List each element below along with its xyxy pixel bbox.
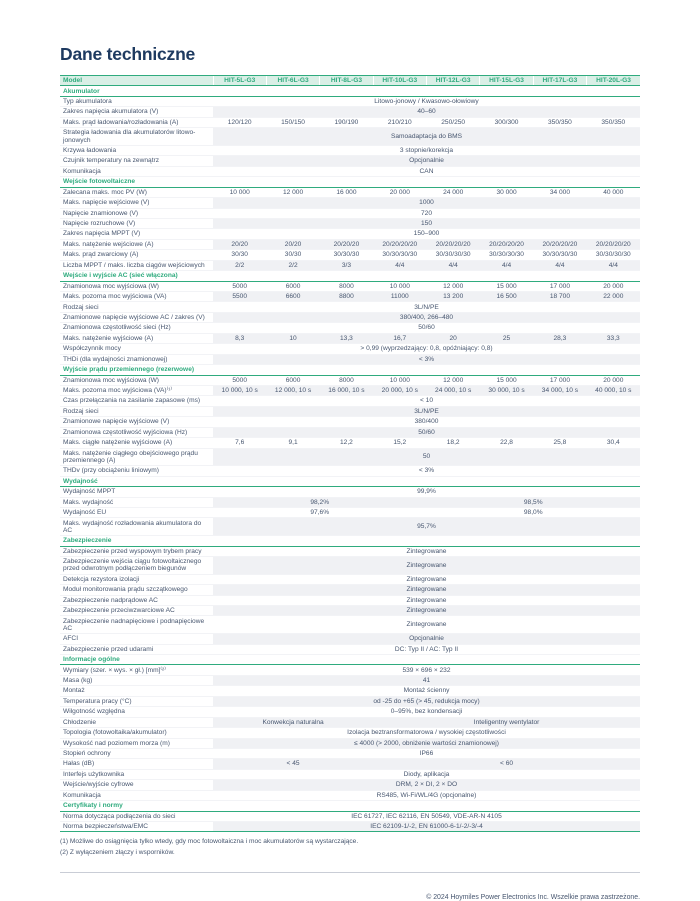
row-label: Komunikacja <box>60 166 213 176</box>
value-cell: IEC 61727, IEC 62116, EN 50549, VDE-AR-N 4105 <box>213 811 640 821</box>
value-cell: 300/300 <box>480 117 533 127</box>
value-cell: 3/3 <box>320 260 373 270</box>
value-cell: 50/60 <box>213 323 640 333</box>
spec-row <box>60 218 640 228</box>
spec-row <box>60 487 640 497</box>
row-label: Maks. natężenie wejściowe (A) <box>60 239 213 249</box>
value-cell: 20 000, 10 s <box>373 385 426 395</box>
value-cell: 12 000 <box>427 281 480 291</box>
value-cell: 98,5% <box>427 497 641 507</box>
value-cell: Diody, aplikacja <box>213 769 640 779</box>
spec-row <box>60 508 640 518</box>
value-cell: 350/350 <box>587 117 640 127</box>
row-label: Maks. wydajność rozładowania akumulatora do AC <box>60 518 213 536</box>
row-label: Temperatura pracy (°C) <box>60 696 213 706</box>
row-label: Norma dotycząca podłączenia do sieci <box>60 811 213 821</box>
section-header: Wyjście prądu przemiennego (rezerwowe) <box>60 365 640 375</box>
section-row <box>60 86 640 96</box>
value-cell: 250/250 <box>427 117 480 127</box>
value-cell: Zintegrowane <box>213 595 640 605</box>
value-cell: DRM, 2 × DI, 2 × DO <box>213 780 640 790</box>
section-row <box>60 655 640 665</box>
value-cell: 20/20 <box>266 239 319 249</box>
row-label: Znamionowe napięcie wyjściowe (V) <box>60 417 213 427</box>
value-cell: Litowo-jonowy / Kwasowo-ołowiowy <box>213 96 640 106</box>
value-cell: 10 000 <box>213 187 266 197</box>
value-cell: 13,3 <box>320 333 373 343</box>
row-label: Zabezpieczenie przed udarami <box>60 644 213 654</box>
row-label: THDi (dla wydajności znamionowej) <box>60 354 213 364</box>
value-cell: 16 000, 10 s <box>320 385 373 395</box>
spec-row <box>60 696 640 706</box>
value-cell: 7,6 <box>213 438 266 448</box>
spec-row <box>60 145 640 155</box>
value-cell: 20/20 <box>213 239 266 249</box>
spec-row <box>60 448 640 466</box>
spec-row <box>60 557 640 575</box>
model-header-cell: HIT-5L-G3 <box>213 76 266 86</box>
row-label: Detekcja rezystora izolacji <box>60 574 213 584</box>
spec-row <box>60 707 640 717</box>
section-header: Certyfikaty i normy <box>60 801 640 811</box>
value-cell: 30/30/30/30 <box>533 250 586 260</box>
value-cell: > 0,99 (wyprzedzający: 0,8, opóźniający: 0,8) <box>213 344 640 354</box>
spec-row <box>60 385 640 395</box>
spec-row <box>60 438 640 448</box>
value-cell: 30 000 <box>480 187 533 197</box>
spec-row <box>60 769 640 779</box>
value-cell: 20/20/20/20 <box>480 239 533 249</box>
row-label: Komunikacja <box>60 790 213 800</box>
value-cell: Zintegrowane <box>213 585 640 595</box>
value-cell: 34 000 <box>533 187 586 197</box>
value-cell: Zintegrowane <box>213 606 640 616</box>
value-cell: 10 000 <box>373 281 426 291</box>
footnotes <box>60 837 640 858</box>
row-label: Masa (kg) <box>60 675 213 685</box>
row-label: Hałas (dB) <box>60 759 213 769</box>
row-label: Zabezpieczenie nadnapięciowe i podnapięciowe AC <box>60 616 213 634</box>
spec-row <box>60 396 640 406</box>
value-cell: 20 <box>427 333 480 343</box>
value-cell: Inteligentny wentylator <box>373 717 640 727</box>
value-cell: od -25 do +65 (> 45, redukcja mocy) <box>213 696 640 706</box>
value-cell: 3 stopnie/korekcja <box>213 145 640 155</box>
value-cell: 28,3 <box>533 333 586 343</box>
value-cell: 33,3 <box>587 333 640 343</box>
value-cell: 50/60 <box>213 427 640 437</box>
row-label: Napięcie znamionowe (V) <box>60 208 213 218</box>
model-header-cell: HIT-20L-G3 <box>587 76 640 86</box>
value-cell: 98,0% <box>427 508 641 518</box>
value-cell: Zintegrowane <box>213 546 640 556</box>
row-label: Znamionowa moc wyjściowa (W) <box>60 281 213 291</box>
value-cell: RS485, Wi-Fi/WL/4G (opcjonalne) <box>213 790 640 800</box>
value-cell: 9,1 <box>266 438 319 448</box>
value-cell: IP66 <box>213 748 640 758</box>
value-cell: 20 000 <box>587 281 640 291</box>
spec-row <box>60 675 640 685</box>
value-cell: Opcjonalnie <box>213 156 640 166</box>
value-cell: 11000 <box>373 292 426 302</box>
value-cell: 25 <box>480 333 533 343</box>
row-label: Maks. wydajność <box>60 497 213 507</box>
row-label: Zalecana maks. moc PV (W) <box>60 187 213 197</box>
row-label: Wydajność EU <box>60 508 213 518</box>
model-header-cell: HIT-12L-G3 <box>427 76 480 86</box>
value-cell: 24 000, 10 s <box>427 385 480 395</box>
row-label: Typ akumulatora <box>60 96 213 106</box>
section-header: Wydajność <box>60 476 640 486</box>
value-cell: 16 000 <box>320 187 373 197</box>
value-cell: 8000 <box>320 375 373 385</box>
value-cell: 8000 <box>320 281 373 291</box>
value-cell: 2/2 <box>266 260 319 270</box>
value-cell: 8,3 <box>213 333 266 343</box>
row-label: Zakres napięcia MPPT (V) <box>60 229 213 239</box>
value-cell: 30/30/30 <box>320 250 373 260</box>
row-label: Wilgotność względna <box>60 707 213 717</box>
spec-row <box>60 717 640 727</box>
value-cell: 34 000, 10 s <box>533 385 586 395</box>
spec-row <box>60 780 640 790</box>
row-label: Wymiary (szer. × wys. × gł.) [mm]⁽²⁾ <box>60 665 213 675</box>
section-row <box>60 177 640 187</box>
row-label: Chłodzenie <box>60 717 213 727</box>
value-cell: 30/30/30/30 <box>587 250 640 260</box>
spec-row <box>60 634 640 644</box>
spec-row <box>60 312 640 322</box>
spec-row <box>60 595 640 605</box>
row-label: Rodzaj sieci <box>60 406 213 416</box>
row-label: Wydajność MPPT <box>60 487 213 497</box>
spec-row <box>60 686 640 696</box>
value-cell: 18 700 <box>533 292 586 302</box>
section-row <box>60 801 640 811</box>
value-cell: 4/4 <box>587 260 640 270</box>
value-cell: 5000 <box>213 375 266 385</box>
value-cell: 95,7% <box>213 518 640 536</box>
footer-divider <box>60 872 640 873</box>
value-cell: 20/20/20/20 <box>533 239 586 249</box>
model-header-cell: HIT-15L-G3 <box>480 76 533 86</box>
section-header: Informacje ogólne <box>60 655 640 665</box>
value-cell: 97,6% <box>213 508 427 518</box>
value-cell: Zintegrowane <box>213 557 640 575</box>
row-label: AFCI <box>60 634 213 644</box>
row-label: Zabezpieczenie przed wyspowym trybem pracy <box>60 546 213 556</box>
value-cell: 30/30 <box>213 250 266 260</box>
value-cell: 10 000 <box>373 375 426 385</box>
value-cell: CAN <box>213 166 640 176</box>
value-cell: 15 000 <box>480 375 533 385</box>
spec-row <box>60 96 640 106</box>
value-cell: ≤ 4000 (> 2000, obniżenie wartości znamionowej) <box>213 738 640 748</box>
model-header-cell: HIT-17L-G3 <box>533 76 586 86</box>
spec-table <box>60 75 640 832</box>
value-cell: 40 000, 10 s <box>587 385 640 395</box>
spec-row <box>60 187 640 197</box>
value-cell: 41 <box>213 675 640 685</box>
value-cell: 8800 <box>320 292 373 302</box>
value-cell: IEC 62109-1/-2, EN 61000-6-1/-2/-3/-4 <box>213 822 640 832</box>
spec-row <box>60 323 640 333</box>
row-label: Liczba MPPT / maks. liczba ciągów wejściowych <box>60 260 213 270</box>
spec-row <box>60 375 640 385</box>
value-cell: 4/4 <box>373 260 426 270</box>
row-label: Montaż <box>60 686 213 696</box>
spec-row <box>60 811 640 821</box>
value-cell: DC: Typ II / AC: Typ II <box>213 644 640 654</box>
value-cell: < 10 <box>213 396 640 406</box>
spec-row <box>60 417 640 427</box>
model-header-cell: HIT-6L-G3 <box>266 76 319 86</box>
value-cell: 6000 <box>266 281 319 291</box>
value-cell: 30 000, 10 s <box>480 385 533 395</box>
row-label: Współczynnik mocy <box>60 344 213 354</box>
spec-row <box>60 427 640 437</box>
value-cell: 24 000 <box>427 187 480 197</box>
row-label: Napięcie rozruchowe (V) <box>60 218 213 228</box>
value-cell: 22 000 <box>587 292 640 302</box>
value-cell: Zintegrowane <box>213 616 640 634</box>
value-cell: 16,7 <box>373 333 426 343</box>
spec-row <box>60 738 640 748</box>
value-cell: 210/210 <box>373 117 426 127</box>
value-cell: 20/20/20/20 <box>427 239 480 249</box>
row-label: Maks. ciągłe natężenie wyjściowe (A) <box>60 438 213 448</box>
row-label: Topologia (fotowoltaika/akumulator) <box>60 728 213 738</box>
value-cell: 6600 <box>266 292 319 302</box>
spec-row <box>60 239 640 249</box>
value-cell: 150/150 <box>266 117 319 127</box>
row-label: Rodzaj sieci <box>60 302 213 312</box>
value-cell: 20/20/20/20 <box>373 239 426 249</box>
value-cell: 150 <box>213 218 640 228</box>
spec-row <box>60 606 640 616</box>
row-label: Znamionowa częstotliwość wyjściowa (Hz) <box>60 427 213 437</box>
spec-row <box>60 466 640 476</box>
value-cell: 150–900 <box>213 229 640 239</box>
row-label: Zabezpieczenie wejścia ciągu fotowoltaicznego przed odwrotnym podłączeniem biegunów <box>60 557 213 575</box>
value-cell: 6000 <box>266 375 319 385</box>
section-header: Wejście fotowoltaiczne <box>60 177 640 187</box>
spec-row <box>60 665 640 675</box>
row-label: Maks. napięcie wejściowe (V) <box>60 198 213 208</box>
value-cell: 10 <box>266 333 319 343</box>
value-cell: 0–95%, bez kondensacji <box>213 707 640 717</box>
value-cell: Samoadaptacja do BMS <box>213 128 640 146</box>
value-cell: 25,8 <box>533 438 586 448</box>
value-cell: 15,2 <box>373 438 426 448</box>
value-cell: 17 000 <box>533 375 586 385</box>
value-cell: 720 <box>213 208 640 218</box>
value-cell: Izolacja beztransformatorowa / wysokiej częstotliwości <box>213 728 640 738</box>
spec-row <box>60 260 640 270</box>
row-label: Czas przełączania na zasilanie zapasowe (ms) <box>60 396 213 406</box>
value-cell: 190/190 <box>320 117 373 127</box>
spec-row <box>60 497 640 507</box>
row-label: Strategia ładowania dla akumulatorów litowo-jonowych <box>60 128 213 146</box>
model-header-cell: HIT-8L-G3 <box>320 76 373 86</box>
value-cell: 2/2 <box>213 260 266 270</box>
row-label: Znamionowa częstotliwość sieci (Hz) <box>60 323 213 333</box>
value-cell: 350/350 <box>533 117 586 127</box>
spec-row <box>60 574 640 584</box>
spec-row <box>60 117 640 127</box>
value-cell: 12 000 <box>266 187 319 197</box>
value-cell: 40 000 <box>587 187 640 197</box>
value-cell: 98,2% <box>213 497 427 507</box>
value-cell: Konwekcja naturalna <box>213 717 373 727</box>
spec-row <box>60 107 640 117</box>
spec-row <box>60 229 640 239</box>
value-cell: 3L/N/PE <box>213 406 640 416</box>
spec-row <box>60 344 640 354</box>
value-cell: 380/400, 266–480 <box>213 312 640 322</box>
value-cell: < 60 <box>373 759 640 769</box>
row-label: Zakres napięcia akumulatora (V) <box>60 107 213 117</box>
page-title: Dane techniczne <box>60 44 196 64</box>
value-cell: 3L/N/PE <box>213 302 640 312</box>
value-cell: 12 000, 10 s <box>266 385 319 395</box>
value-cell: 30/30/30/30 <box>373 250 426 260</box>
copyright-text: © 2024 Hoymiles Power Electronics Inc. Wszelkie prawa zastrzeżone. <box>426 893 640 901</box>
value-cell: 539 × 696 × 232 <box>213 665 640 675</box>
spec-row <box>60 128 640 146</box>
value-cell: 5000 <box>213 281 266 291</box>
value-cell: 4/4 <box>480 260 533 270</box>
value-cell: Zintegrowane <box>213 574 640 584</box>
section-header: Zabezpieczenie <box>60 536 640 546</box>
spec-row <box>60 302 640 312</box>
section-row <box>60 365 640 375</box>
value-cell: 30,4 <box>587 438 640 448</box>
row-label: Zabezpieczenie przeciwzwarciowe AC <box>60 606 213 616</box>
value-cell: Montaż ścienny <box>213 686 640 696</box>
value-cell: 40–60 <box>213 107 640 117</box>
row-label: Wejście/wyjście cyfrowe <box>60 780 213 790</box>
spec-row <box>60 166 640 176</box>
value-cell: 22,8 <box>480 438 533 448</box>
row-label: Wysokość nad poziomem morza (m) <box>60 738 213 748</box>
value-cell: 10 000, 10 s <box>213 385 266 395</box>
value-cell: 18,2 <box>427 438 480 448</box>
spec-row <box>60 790 640 800</box>
section-row <box>60 271 640 281</box>
row-label: Moduł monitorowania prądu szczątkowego <box>60 585 213 595</box>
row-label: Norma bezpieczeństwa/EMC <box>60 822 213 832</box>
row-label: Maks. prąd ładowania/rozładowania (A) <box>60 117 213 127</box>
row-label: Czujnik temperatury na zewnątrz <box>60 156 213 166</box>
spec-row <box>60 406 640 416</box>
model-header-label: Model <box>60 76 213 86</box>
spec-row <box>60 616 640 634</box>
value-cell: 120/120 <box>213 117 266 127</box>
value-cell: 15 000 <box>480 281 533 291</box>
section-header: Akumulator <box>60 86 640 96</box>
value-cell: 20/20/20/20 <box>587 239 640 249</box>
model-header-cell: HIT-10L-G3 <box>373 76 426 86</box>
value-cell: 12,2 <box>320 438 373 448</box>
value-cell: 20 000 <box>373 187 426 197</box>
row-label: Maks. prąd zwarciowy (A) <box>60 250 213 260</box>
value-cell: 20/20/20 <box>320 239 373 249</box>
section-row <box>60 536 640 546</box>
value-cell: 30/30 <box>266 250 319 260</box>
spec-row <box>60 333 640 343</box>
spec-row <box>60 281 640 291</box>
value-cell: 1000 <box>213 198 640 208</box>
value-cell: 20 000 <box>587 375 640 385</box>
row-label: THDv (przy obciążeniu liniowym) <box>60 466 213 476</box>
row-label: Znamionowe napięcie wyjściowe AC / zakres (V) <box>60 312 213 322</box>
value-cell: 380/400 <box>213 417 640 427</box>
value-cell: 16 500 <box>480 292 533 302</box>
row-label: Znamionowa moc wyjściowa (W) <box>60 375 213 385</box>
value-cell: 30/30/30/30 <box>480 250 533 260</box>
spec-row <box>60 585 640 595</box>
value-cell: < 45 <box>213 759 373 769</box>
spec-row <box>60 292 640 302</box>
spec-row <box>60 198 640 208</box>
value-cell: 4/4 <box>427 260 480 270</box>
row-label: Maks. natężenie wyjściowe (A) <box>60 333 213 343</box>
value-cell: 5500 <box>213 292 266 302</box>
row-label: Interfejs użytkownika <box>60 769 213 779</box>
value-cell: 99,9% <box>213 487 640 497</box>
spec-row <box>60 208 640 218</box>
spec-row <box>60 518 640 536</box>
row-label: Stopień ochrony <box>60 748 213 758</box>
spec-row <box>60 822 640 832</box>
value-cell: 4/4 <box>533 260 586 270</box>
row-label: Krzywa ładowania <box>60 145 213 155</box>
value-cell: 50 <box>213 448 640 466</box>
spec-row <box>60 354 640 364</box>
value-cell: 30/30/30/30 <box>427 250 480 260</box>
section-header: Wejście i wyjście AC (sieć włączona) <box>60 271 640 281</box>
value-cell: 13 200 <box>427 292 480 302</box>
spec-row <box>60 748 640 758</box>
value-cell: 12 000 <box>427 375 480 385</box>
value-cell: 17 000 <box>533 281 586 291</box>
spec-row <box>60 546 640 556</box>
value-cell: Opcjonalnie <box>213 634 640 644</box>
spec-row <box>60 250 640 260</box>
table-header-row <box>60 76 640 86</box>
page-content <box>60 44 640 901</box>
value-cell: < 3% <box>213 354 640 364</box>
footnote-1: (1) Możliwe do osiągnięcia tylko wtedy, gdy moc fotowoltaiczna i moc akumulatorów są wystarczające. <box>60 838 359 846</box>
row-label: Maks. pozorna moc wyjściowa (VA) <box>60 292 213 302</box>
row-label: Zabezpieczenie nadprądowe AC <box>60 595 213 605</box>
spec-row <box>60 644 640 654</box>
spec-row <box>60 728 640 738</box>
spec-row <box>60 156 640 166</box>
spec-row <box>60 759 640 769</box>
value-cell: < 3% <box>213 466 640 476</box>
row-label: Maks. pozorna moc wyjściowa (VA)⁽¹⁾ <box>60 385 213 395</box>
footnote-2: (2) Z wyłączeniem złączy i wsporników. <box>60 848 175 856</box>
row-label: Maks. natężenie ciągłego obejściowego prądu przemiennego (A) <box>60 448 213 466</box>
section-row <box>60 476 640 486</box>
